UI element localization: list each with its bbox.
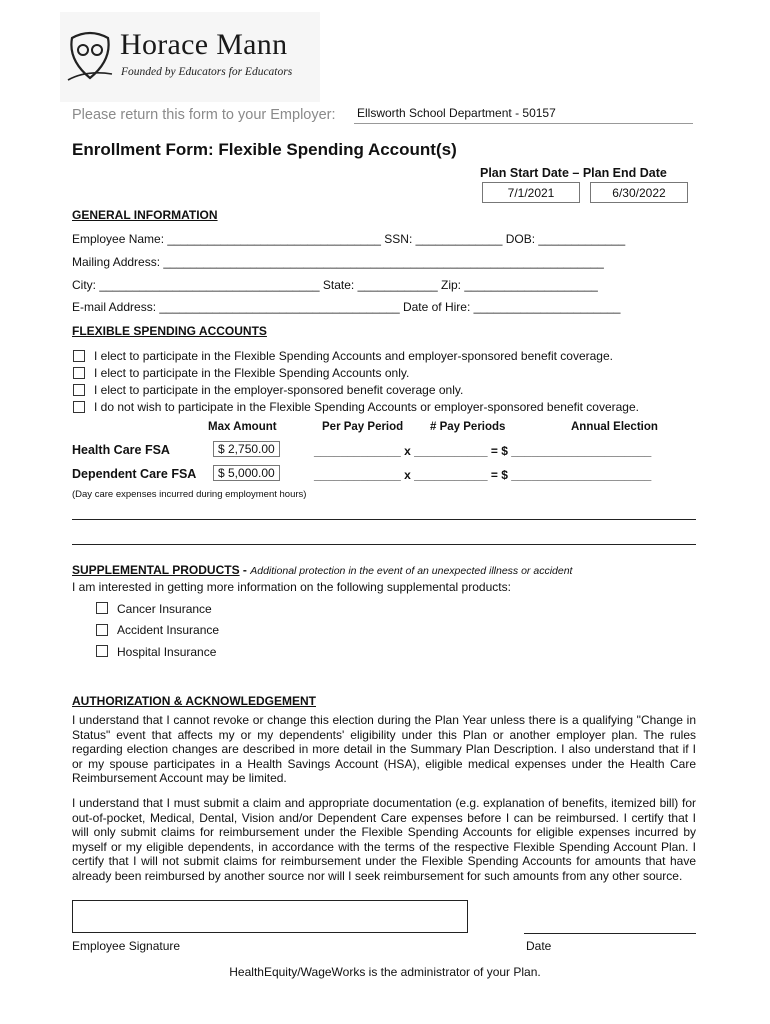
per-pay-period-column-header: Per Pay Period — [322, 421, 404, 433]
health-care-fsa-label: Health Care FSA — [72, 443, 170, 457]
day-care-note: (Day care expenses incurred during employment hours) — [72, 489, 307, 500]
health-care-election-calc[interactable]: _____________ x ___________ = $ _____________________ — [314, 444, 652, 458]
fsa-option-checkbox[interactable] — [73, 350, 85, 362]
max-amount-column-header: Max Amount — [208, 421, 277, 433]
employee-name-ssn-dob-line[interactable]: Employee Name: ________________________________ SSN: _____________ DOB: _____________ — [72, 232, 626, 246]
fsa-option-checkbox[interactable] — [73, 367, 85, 379]
fsa-option-label: I elect to participate in the employer-sponsored benefit coverage only. — [94, 383, 464, 397]
supplemental-header-row — [72, 561, 572, 579]
employee-signature-label: Employee Signature — [72, 939, 181, 953]
cancer-insurance-label: Cancer Insurance — [117, 602, 212, 616]
plan-dates-header: Plan Start Date – Plan End Date — [480, 166, 667, 180]
hospital-insurance-label: Hospital Insurance — [117, 645, 217, 659]
city-state-zip-line[interactable]: City: _________________________________ State: ____________ Zip: ____________________ — [72, 278, 598, 292]
fsa-option-checkbox[interactable] — [73, 401, 85, 413]
employer-field[interactable]: Ellsworth School Department - 50157 — [354, 106, 693, 124]
pay-periods-column-header: # Pay Periods — [430, 421, 506, 433]
accident-insurance-label: Accident Insurance — [117, 623, 220, 637]
dependent-care-election-calc[interactable]: _____________ x ___________ = $ _____________________ — [314, 468, 652, 482]
accident-insurance-checkbox[interactable] — [96, 624, 108, 636]
supplemental-products-header: SUPPLEMENTAL PRODUCTS — [72, 563, 240, 577]
cancer-insurance-checkbox[interactable] — [96, 602, 108, 614]
health-care-max-amount: $ 2,750.00 — [213, 441, 280, 457]
fsa-option-label: I elect to participate in the Flexible Spending Accounts and employer-sponsored benefit coverage. — [94, 349, 613, 363]
annual-election-column-header: Annual Election — [571, 421, 658, 433]
brand-name: Horace Mann — [120, 28, 288, 61]
divider — [72, 544, 696, 545]
hospital-insurance-checkbox[interactable] — [96, 645, 108, 657]
employee-signature-field[interactable] — [72, 900, 468, 933]
employer-label: Please return this form to your Employer: — [72, 107, 336, 123]
page-title: Enrollment Form: Flexible Spending Account(s) — [72, 140, 457, 159]
footer-administrator-note: HealthEquity/WageWorks is the administrator of your Plan. — [229, 965, 541, 979]
email-hire-date-line[interactable]: E-mail Address: ____________________________________ Date of Hire: ______________________ — [72, 300, 621, 314]
divider — [72, 519, 696, 520]
date-signature-line[interactable] — [524, 933, 696, 934]
fsa-option-checkbox[interactable] — [73, 384, 85, 396]
supplemental-intro: I am interested in getting more information on the following supplemental products: — [72, 580, 511, 594]
mailing-address-line[interactable]: Mailing Address: __________________________________________________________________ — [72, 255, 604, 269]
authorization-paragraph-2: I understand that I must submit a claim and appropriate documentation (e.g. explanation of benefits, itemized bill) for out-of-pocket, Medical, Dental, Vision and/or Dependent Care expenses before I can be reimbursed. I certify that I will only submit claims for reimbursement under the Flexible Spending Accounts for eligible expenses incurred by myself or my eligible dependents, in accordance with the terms of the respective Flexible Spending Account Plan. I certify that I will not submit claims for reimbursement under the Flexible Spending Accounts for amounts that have already been reimbursed by another source nor will I seek reimbursement for such amounts from any other source. — [72, 796, 696, 883]
date-label: Date — [526, 939, 552, 953]
authorization-header: AUTHORIZATION & ACKNOWLEDGEMENT — [72, 694, 316, 708]
plan-start-date-field[interactable]: 7/1/2021 — [482, 182, 580, 203]
dependent-care-max-amount: $ 5,000.00 — [213, 465, 280, 481]
general-information-header: GENERAL INFORMATION — [72, 208, 218, 222]
brand-tagline: Founded by Educators for Educators — [121, 66, 293, 78]
authorization-paragraph-1: I understand that I cannot revoke or change this election during the Plan Year unless there is a qualifying "Change in Status" event that affects my or my dependents' eligibility under this Plan or another employer plan. The rules regarding election changes are described in more detail in the Summary Plan Description. I also understand that if I or my spouse participates in a Health Savings Account (HSA), eligible medical expenses under the Health Care Reimbursement Account may be limited. — [72, 713, 696, 786]
fsa-option-label: I elect to participate in the Flexible Spending Accounts only. — [94, 366, 410, 380]
dependent-care-fsa-label: Dependent Care FSA — [72, 467, 197, 481]
supplemental-header-dash: - — [239, 563, 251, 577]
flexible-spending-accounts-header: FLEXIBLE SPENDING ACCOUNTS — [72, 324, 267, 338]
fsa-option-label: I do not wish to participate in the Flexible Spending Accounts or employer-sponsored benefit coverage. — [94, 400, 639, 414]
plan-end-date-field[interactable]: 6/30/2022 — [590, 182, 688, 203]
supplemental-products-subtitle: Additional protection in the event of an unexpected illness or accident — [250, 565, 573, 577]
owl-logo-icon — [66, 30, 114, 82]
